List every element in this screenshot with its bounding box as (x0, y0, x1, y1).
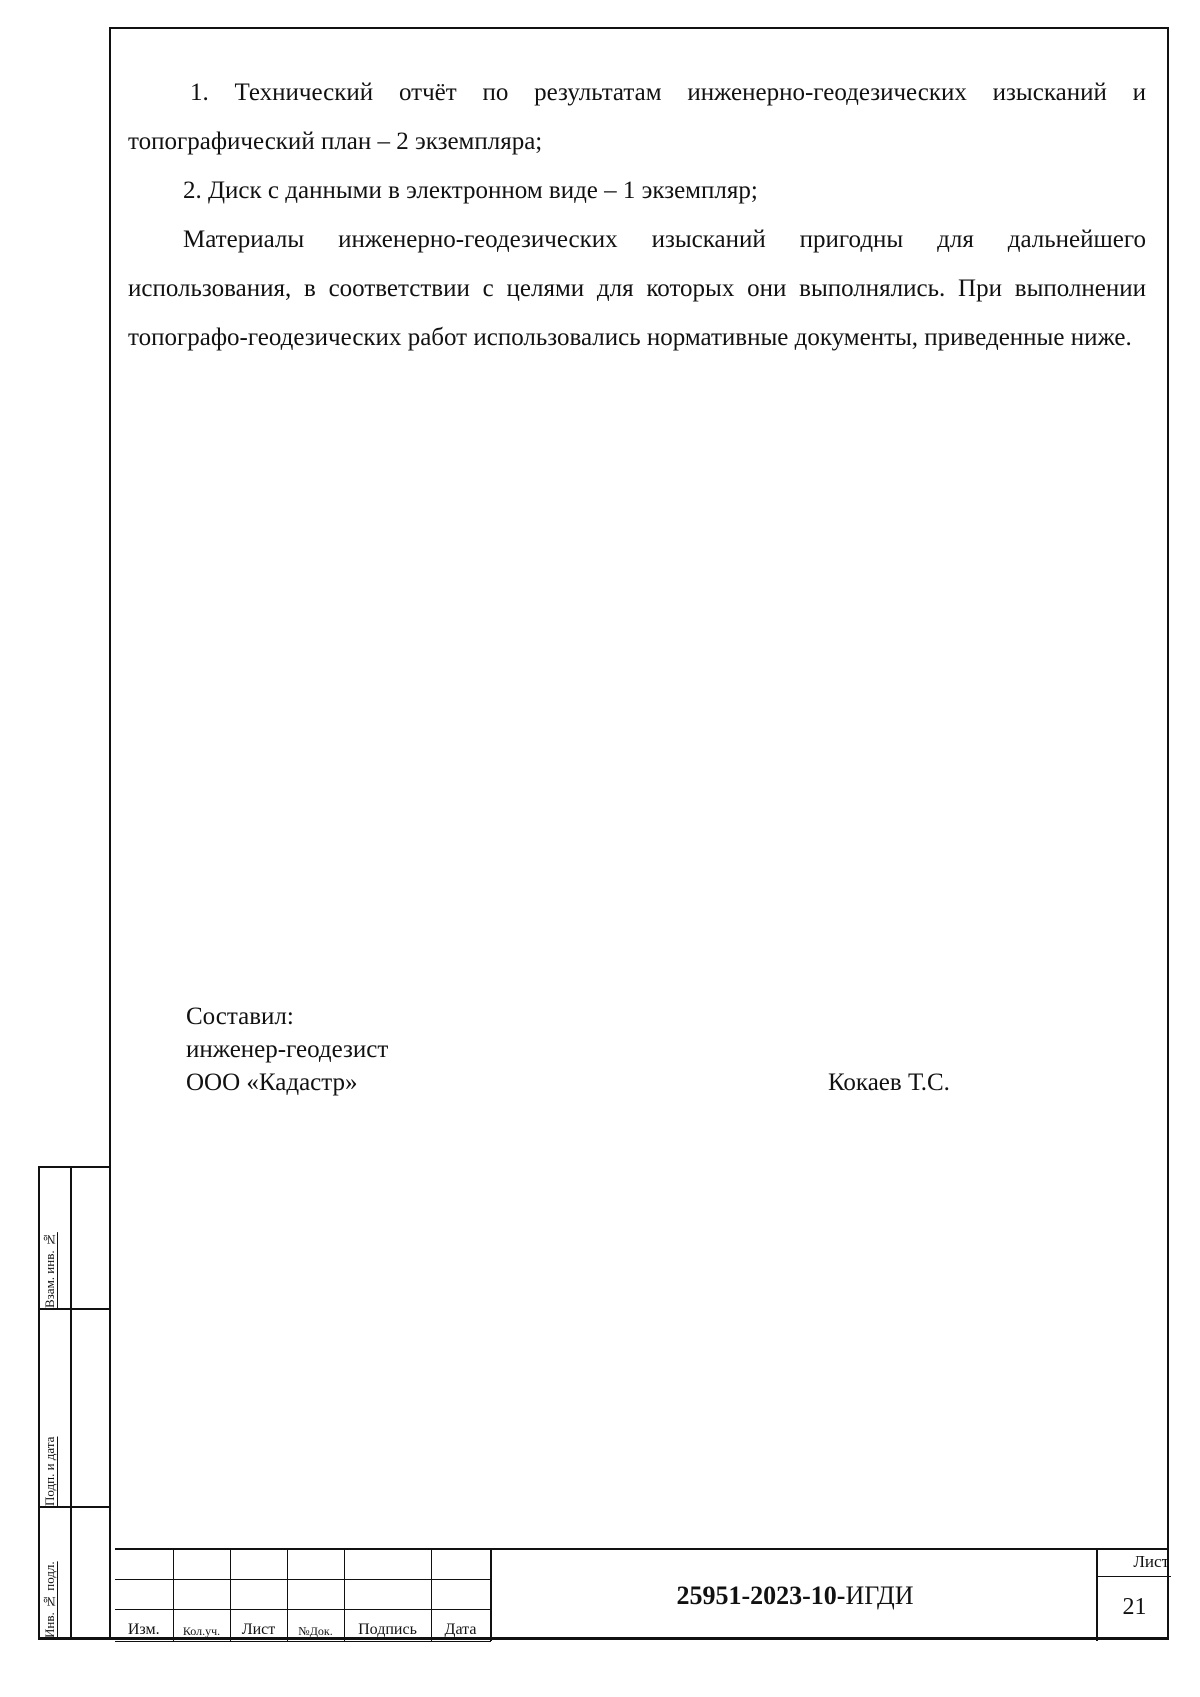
signature-compiled-label: Составил: (186, 1003, 294, 1030)
document-code (490, 1550, 1098, 1641)
title-block (115, 1548, 1169, 1641)
document-code-suffix: ИГДИ (845, 1580, 914, 1610)
body-paragraph: Материалы инженерно-геодезических изысканий пригодны для дальнейшего использования, в соответствии с целями для которых они выполнялись. При выполнении топографо-геодезических работ использовались нормативные документы, приведенные ниже. (128, 226, 1146, 351)
replacement-inventory-label: Взам. инв. № (42, 1232, 57, 1308)
document-code-number: 25951-2023-10- (676, 1580, 846, 1610)
signature-block (186, 1000, 986, 1099)
col-date: Дата (431, 1610, 490, 1642)
signature-date-label: Подп. и дата (42, 1436, 57, 1506)
bottom-border-line (38, 1637, 1169, 1640)
side-stamp-row-divider (40, 1506, 111, 1508)
col-doc-number: №Док. (287, 1610, 344, 1642)
signature-position: инженер-геодезист (186, 1036, 389, 1063)
col-sheet: Лист (230, 1610, 287, 1642)
list-item-2: 2. Диск с данными в электронном виде – 1 экземпляр; (183, 177, 758, 204)
sheet-number: 21 (1122, 1594, 1147, 1620)
revision-row (115, 1550, 490, 1580)
side-stamp-row-divider (40, 1308, 111, 1310)
list-item-1: 1. Технический отчёт по результатам инженерно-геодезических изысканий и топографический план – 2 экземпляра; (128, 79, 1146, 155)
col-change: Изм. (115, 1610, 173, 1642)
col-count: Кол.уч. (173, 1610, 230, 1642)
original-inventory-label: Инв. № подл. (42, 1561, 57, 1638)
signature-organization: ООО «Кадастр» (186, 1069, 358, 1096)
sheet-divider (1098, 1576, 1171, 1577)
revision-table (115, 1550, 491, 1642)
signer-name: Кокаев Т.С. (828, 1069, 950, 1096)
document-body (128, 68, 1146, 362)
side-stamp (38, 1166, 109, 1639)
col-signature: Подпись (344, 1610, 431, 1642)
sheet-label: Лист (1133, 1552, 1169, 1571)
revision-row (115, 1580, 490, 1610)
side-stamp-divider (70, 1168, 72, 1637)
sheet-box (1096, 1550, 1171, 1641)
